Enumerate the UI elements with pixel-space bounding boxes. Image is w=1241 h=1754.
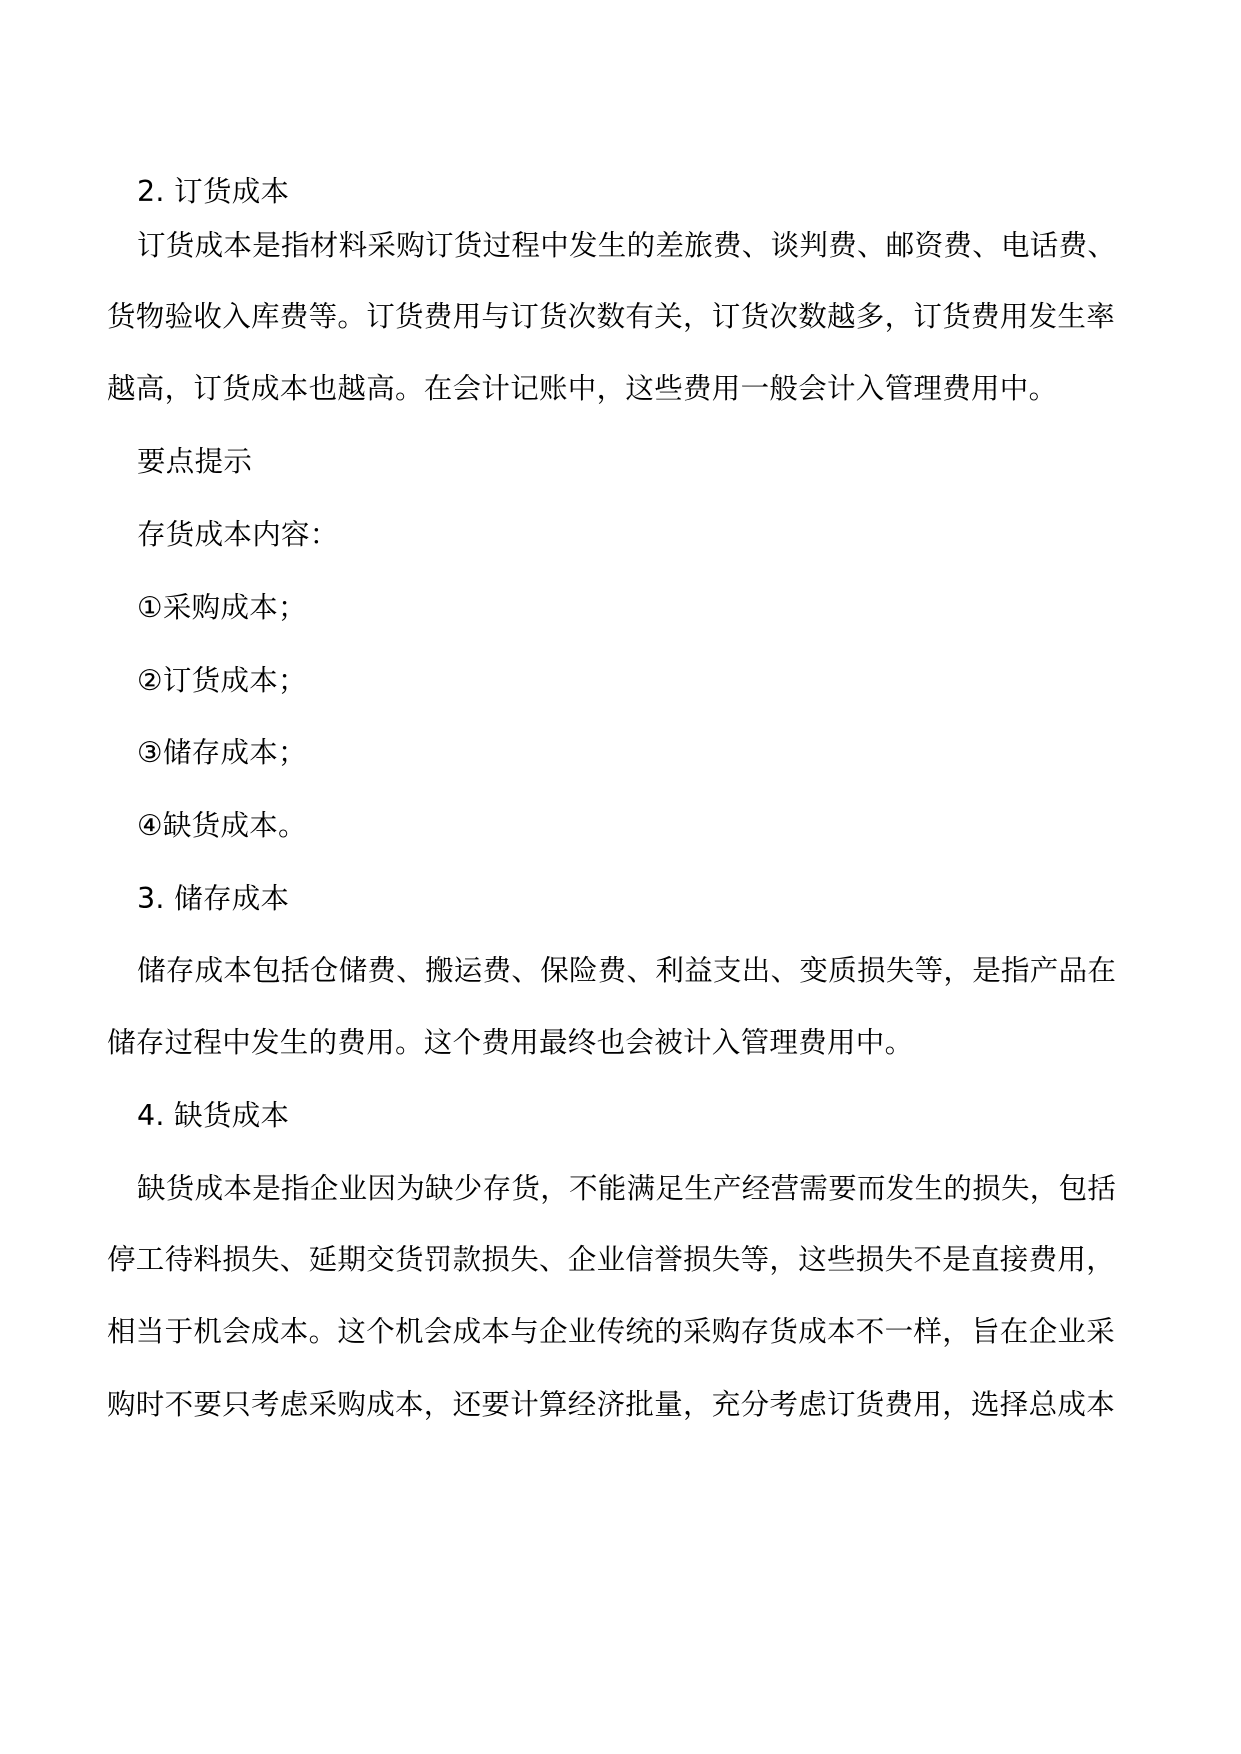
inventory-cost-heading: 存货成本内容： (137, 518, 339, 551)
section-heading-storage-cost: 3. 储存成本 (137, 882, 290, 915)
paragraph-line: 越高，订货成本也越高。在会计记账中，这些费用一般会计入管理费用中。 (107, 372, 1058, 405)
paragraph-line: 停工待料损失、延期交货罚款损失、企业信誉损失等，这些损失不是直接费用， (107, 1243, 1116, 1276)
list-item: ①采购成本； (137, 591, 307, 624)
paragraph-line: 相当于机会成本。这个机会成本与企业传统的采购存货成本不一样，旨在企业采 (107, 1315, 1116, 1348)
paragraph-line: 货物验收入库费等。订货费用与订货次数有关，订货次数越多，订货费用发生率 (107, 300, 1116, 333)
list-item: ②订货成本； (137, 664, 307, 697)
list-item: ④缺货成本。 (137, 809, 307, 842)
list-item: ③储存成本； (137, 736, 307, 769)
section-heading-ordering-cost: 2. 订货成本 (137, 175, 290, 208)
paragraph-line: 储存成本包括仓储费、搬运费、保险费、利益支出、变质损失等，是指产品在 (137, 954, 1117, 987)
paragraph-line: 购时不要只考虑采购成本，还要计算经济批量，充分考虑订货费用，选择总成本 (107, 1388, 1116, 1421)
tip-heading: 要点提示 (137, 445, 253, 478)
paragraph-line: 储存过程中发生的费用。这个费用最终也会被计入管理费用中。 (107, 1026, 914, 1059)
paragraph-line: 订货成本是指材料采购订货过程中发生的差旅费、谈判费、邮资费、电话费、 (137, 229, 1117, 262)
paragraph-line: 缺货成本是指企业因为缺少存货，不能满足生产经营需要而发生的损失，包括 (137, 1172, 1117, 1205)
section-heading-shortage-cost: 4. 缺货成本 (137, 1099, 290, 1132)
